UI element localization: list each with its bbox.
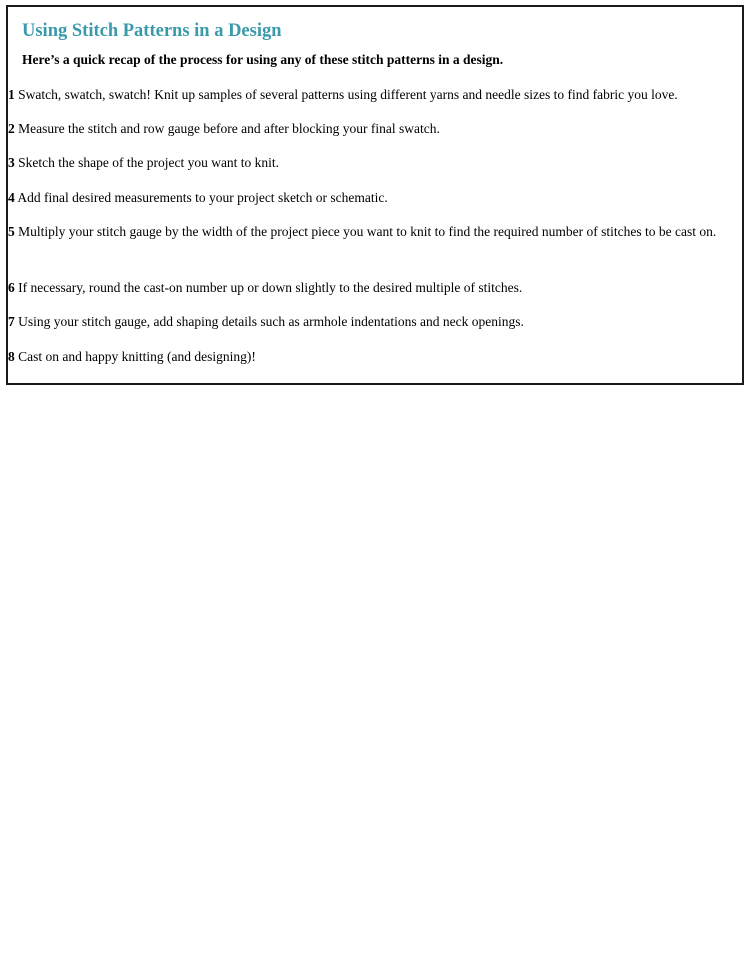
step-item: [8, 311, 724, 332]
step-item: [8, 118, 724, 139]
recap-sidebar-box: [6, 5, 744, 385]
step-text: Add final desired measurements to your project sketch or schematic.: [17, 190, 388, 205]
step-number: 5: [8, 224, 15, 239]
step-text: If necessary, round the cast-on number up or down slightly to the desired multiple of stitches.: [18, 280, 523, 295]
step-number: 6: [8, 280, 15, 295]
step-number: 3: [8, 155, 15, 170]
step-number: 8: [8, 349, 15, 364]
step-number: 7: [8, 314, 15, 329]
step-text: Cast on and happy knitting (and designing)!: [18, 349, 256, 364]
step-number: 2: [8, 121, 15, 136]
sidebar-subtitle: Here’s a quick recap of the process for using any of these stitch patterns in a design.: [22, 52, 504, 67]
step-text: Swatch, swatch, swatch! Knit up samples of several patterns using different yarns and needle sizes to find fabric you love.: [18, 87, 678, 102]
step-number: 1: [8, 87, 15, 102]
step-item: [8, 152, 724, 173]
step-item: [8, 346, 724, 367]
step-text: Measure the stitch and row gauge before and after blocking your final swatch.: [18, 121, 440, 136]
step-item: [8, 277, 724, 298]
step-text: Using your stitch gauge, add shaping details such as armhole indentations and neck openings.: [18, 314, 524, 329]
step-item: [8, 221, 724, 242]
step-number: 4: [8, 190, 15, 205]
step-text: Sketch the shape of the project you want to knit.: [18, 155, 280, 170]
step-item: [8, 84, 724, 105]
step-item: [8, 187, 724, 208]
step-text: Multiply your stitch gauge by the width of the project piece you want to knit to find the required number of stitches to be cast on.: [18, 224, 717, 239]
sidebar-title: Using Stitch Patterns in a Design: [22, 21, 282, 41]
